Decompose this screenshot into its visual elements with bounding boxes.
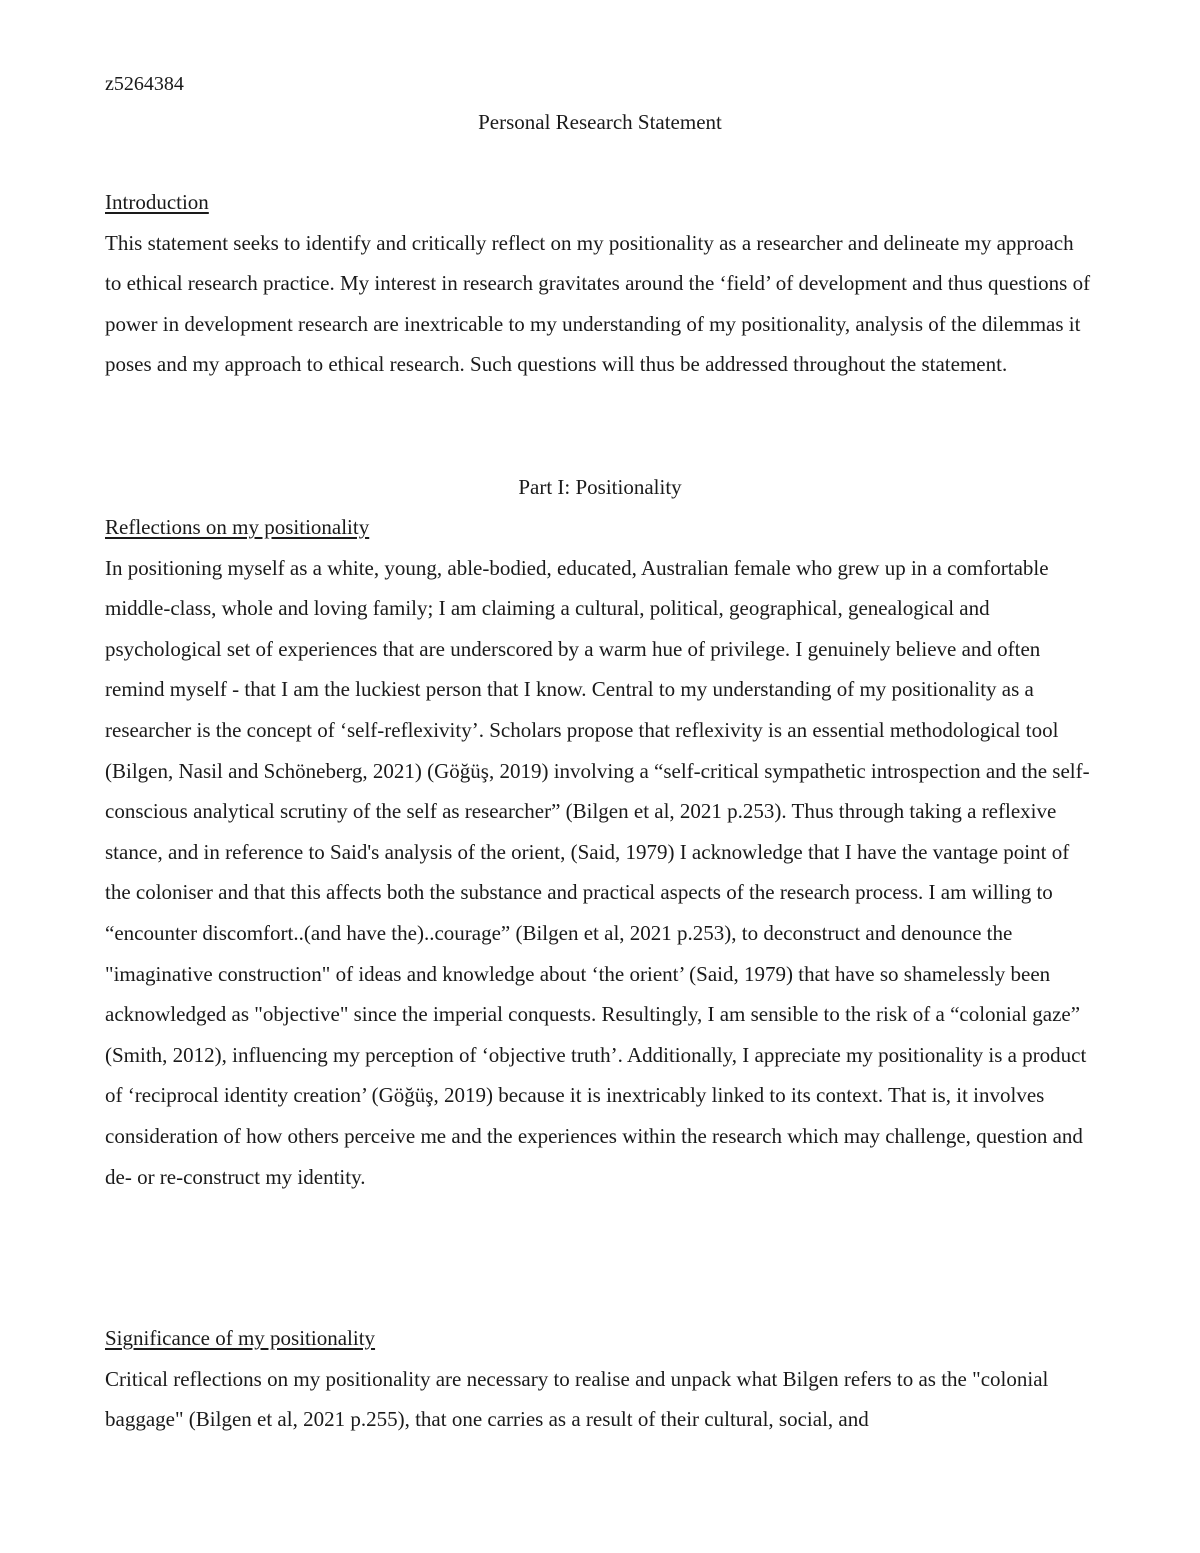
introduction-paragraph: This statement seeks to identify and critically reflect on my positionality as a researcher and delineate my approach to ethical research practice. My interest in research gravitates around the ‘field’ of development and thus questions of power in development research are inextricable to my understanding of my positionality, analysis of the dilemmas it poses and my approach to ethical research. Such questions will thus be addressed throughout the statement.	[105, 230, 1091, 377]
significance-paragraph: Critical reflections on my positionality are necessary to realise and unpack what Bilgen refers to as the "colonial baggage" (Bilgen et al, 2021 p.255), that one carries as a result of their cultural, social, and	[105, 1366, 1049, 1432]
introduction-section	[105, 182, 1095, 385]
reflections-section	[105, 507, 1095, 1197]
student-id: z5264384	[105, 73, 184, 95]
reflections-heading: Reflections on my positionality	[105, 515, 370, 539]
introduction-heading: Introduction	[105, 190, 209, 214]
reflections-paragraph: In positioning myself as a white, young, able-bodied, educated, Australian female who grew up in a comfortable middle-class, whole and loving family; I am claiming a cultural, political, geographical, genealogical and psychological set of experiences that are underscored by a warm hue of privilege. I genuinely believe and often remind myself - that I am the luckiest person that I know. Central to my understanding of my positionality as a researcher is the concept of ‘self-reflexivity’. Scholars propose that reflexivity is an essential methodological tool (Bilgen, Nasil and Schöneberg, 2021) (Göğüş, 2019) involving a “self-critical sympathetic introspection and the self-conscious analytical scrutiny of the self as researcher” (Bilgen et al, 2021 p.253). Thus through taking a reflexive stance, and in reference to Said's analysis of the orient, (Said, 1979) I acknowledge that I have the vantage point of the coloniser and that this affects both the substance and practical aspects of the research process. I am willing to “encounter discomfort..(and have the)..courage” (Bilgen et al, 2021 p.253), to deconstruct and denounce the "imaginative construction" of ideas and knowledge about ‘the orient’ (Said, 1979) that have so shamelessly been acknowledged as "objective" since the imperial conquests. Resultingly, I am sensible to the risk of a “colonial gaze” (Smith, 2012), influencing my perception of ‘objective truth’. Additionally, I appreciate my positionality is a product of ‘reciprocal identity creation’ (Göğüş, 2019) because it is inextricably linked to its context. That is, it involves consideration of how others perceive me and the experiences within the research which may challenge, question and de- or re-construct my identity.	[105, 555, 1090, 1189]
part-one-heading: Part I: Positionality	[518, 475, 682, 499]
significance-section	[105, 1318, 1095, 1440]
document-title: Personal Research Statement	[478, 110, 722, 134]
significance-heading: Significance of my positionality	[105, 1326, 376, 1350]
